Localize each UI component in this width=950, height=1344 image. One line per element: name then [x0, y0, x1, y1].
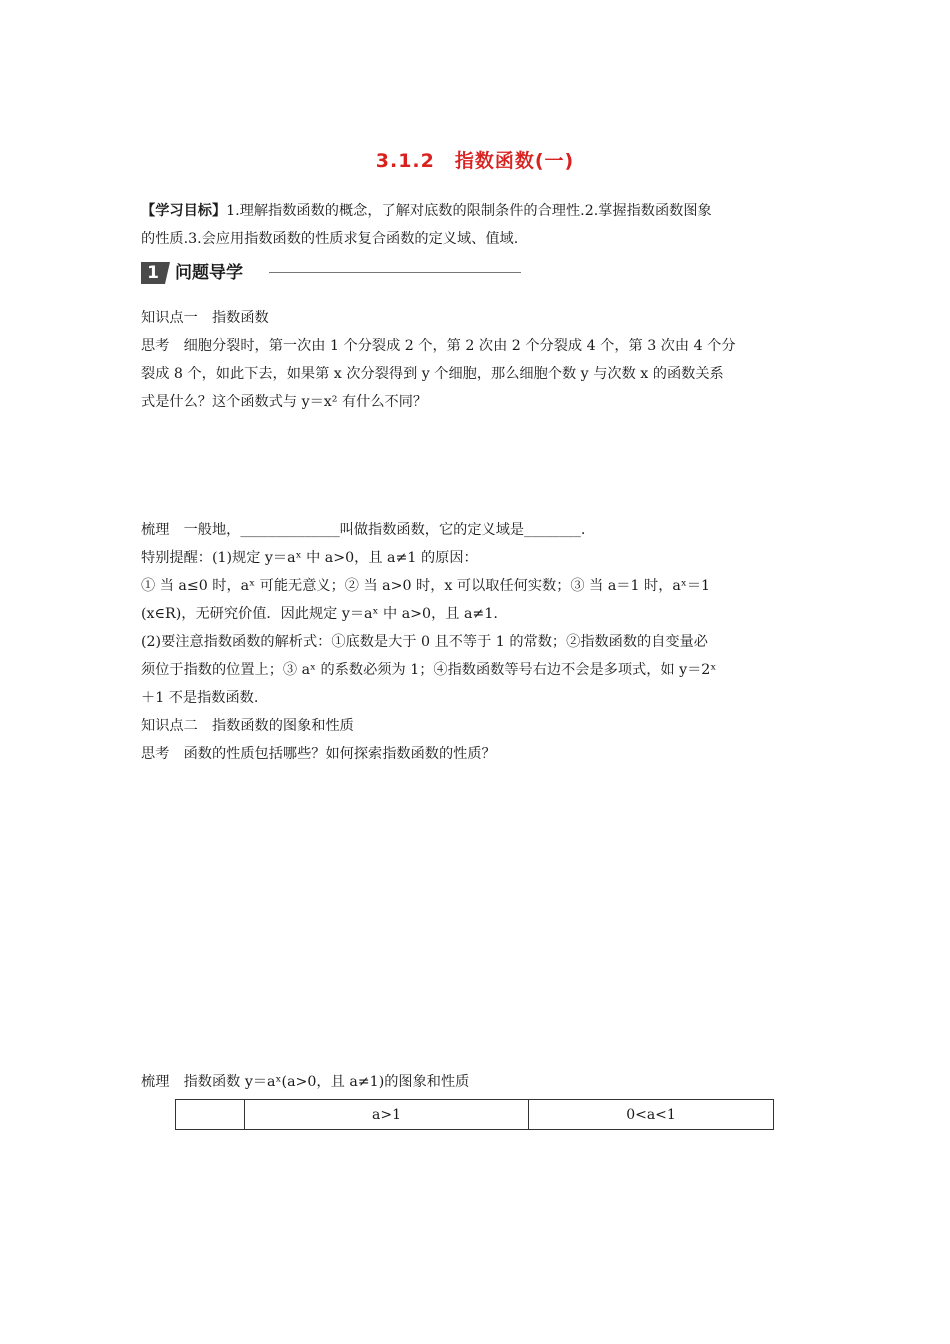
objectives-text-1: 1.理解指数函数的概念，了解对底数的限制条件的合理性.2.掌握指数函数图象 — [226, 203, 712, 219]
kp1-think-label: 思考 — [141, 338, 170, 354]
page-title: 3.1.2 指数函数(一) — [375, 150, 575, 172]
table-header-row — [176, 1100, 774, 1130]
kp1-think-line-2: 裂成 8 个，如此下去，如果第 x 次分裂得到 y 个细胞，那么细胞个数 y 与次数 x 的函数关系 — [141, 366, 724, 382]
kp1-note-line-4: 须位于指数的位置上；③ aˣ 的系数必须为 1；④指数函数等号右边不会是多项式，如 y＝2ˣ — [141, 662, 717, 678]
table-header-cell-a-greater-1: a>1 — [245, 1100, 529, 1130]
kp1-note-line-5: ＋1 不是指数函数. — [141, 690, 259, 706]
properties-table — [175, 1099, 774, 1130]
table-header-cell-a-between-0-1: 0<a<1 — [529, 1100, 774, 1130]
kp1-note-line-2: (x∈R)，无研究价值．因此规定 y＝aˣ 中 a>0，且 a≠1. — [141, 606, 498, 622]
kp1-summary-label: 梳理 — [141, 522, 170, 538]
kp2-think-label: 思考 — [141, 746, 170, 762]
kp1-think-line-3: 式是什么？这个函数式与 y＝x² 有什么不同？ — [141, 394, 428, 410]
section-number-badge: 1 — [141, 262, 165, 284]
kp1-heading: 知识点一 指数函数 — [141, 310, 269, 326]
section-header — [141, 262, 521, 284]
kp1-think-line-1 — [141, 336, 736, 356]
kp1-note-line-3: (2)要注意指数函数的解析式：①底数是大于 0 且不等于 1 的常数；②指数函数的自变量必 — [141, 634, 708, 650]
kp2-think — [141, 744, 496, 764]
table-header-cell-empty — [176, 1100, 245, 1130]
kp1-note-title: 特别提醒：(1)规定 y＝aˣ 中 a>0，且 a≠1 的原因： — [141, 550, 478, 566]
kp2-think-text: 函数的性质包括哪些？如何探索指数函数的性质？ — [183, 746, 496, 762]
kp1-think-text-1: 细胞分裂时，第一次由 1 个分裂成 2 个，第 2 次由 2 个分裂成 4 个，第 3 次由 4 个分 — [183, 338, 736, 354]
kp2-summary-label: 梳理 — [141, 1074, 170, 1090]
kp1-note-line-1: ① 当 a≤0 时，aˣ 可能无意义；② 当 a>0 时，x 可以取任何实数；③ 当 a＝1 时，aˣ＝1 — [141, 578, 711, 594]
objectives-label: 【学习目标】 — [141, 203, 227, 219]
kp2-summary — [141, 1072, 469, 1092]
kp2-summary-text: 指数函数 y＝aˣ(a>0，且 a≠1)的图象和性质 — [183, 1074, 470, 1090]
kp1-summary-text: 一般地，______________叫做指数函数，它的定义域是________. — [183, 522, 586, 538]
section-rule — [269, 272, 521, 273]
objectives-line-2: 的性质.3.会应用指数函数的性质求复合函数的定义域、值域. — [141, 231, 519, 247]
objectives-line-1 — [141, 201, 712, 221]
kp2-heading: 知识点二 指数函数的图象和性质 — [141, 718, 354, 734]
section-title: 问题导学 — [175, 263, 243, 283]
kp1-summary — [141, 520, 585, 540]
